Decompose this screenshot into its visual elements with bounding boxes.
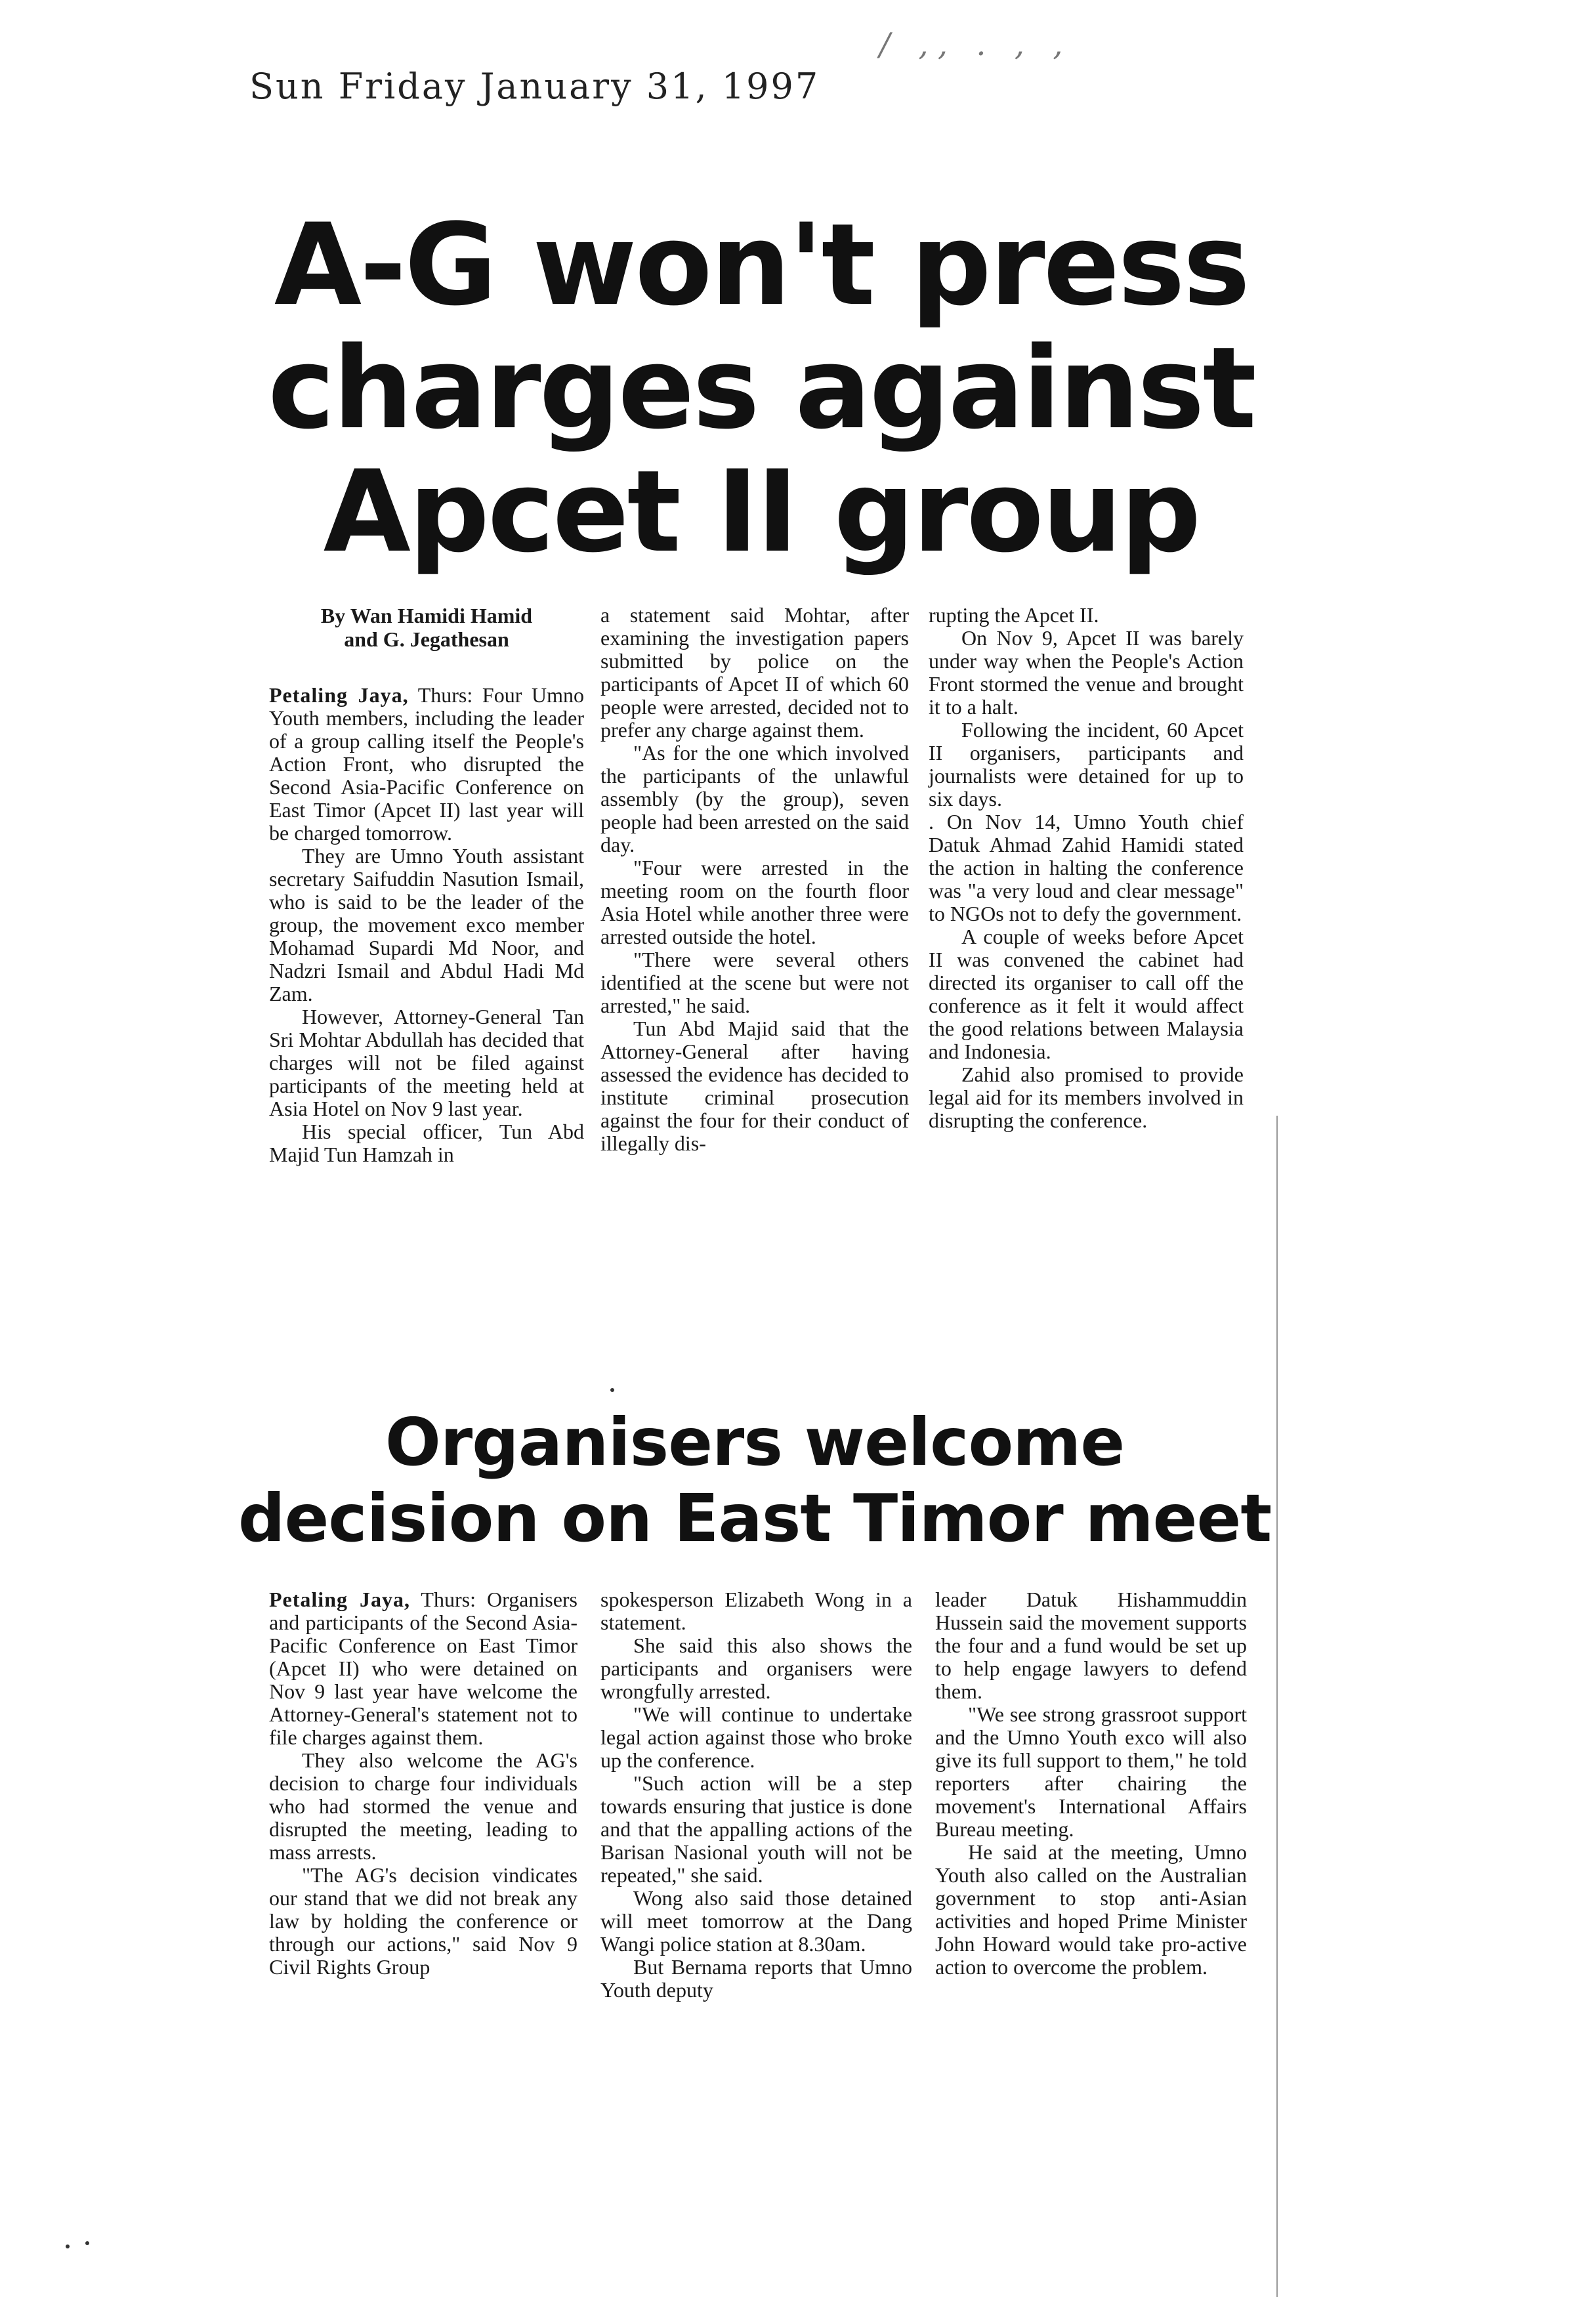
scan-speck bbox=[610, 1388, 614, 1392]
article1-column-3 bbox=[929, 604, 1244, 1132]
paragraph: "We will continue to undertake legal action against those who broke up the conference. bbox=[600, 1702, 912, 1772]
paragraph: "Such action will be a step towards ensuring that justice is done and that the appalling actions of the Barisan Nasional youth will not be repeated," she said. bbox=[600, 1771, 912, 1887]
paragraph: "The AG's decision vindicates our stand that we did not break any law by holding the conference or through our actions," said Nov 9 Civil Rights Group bbox=[269, 1863, 578, 1979]
paragraph bbox=[269, 1588, 578, 1749]
headline-line: charges against bbox=[268, 322, 1255, 454]
paragraph: "There were several others identified at the scene but were not arrested," he said. bbox=[600, 948, 909, 1017]
paragraph-text: Thurs: Organisers and participants of the Second Asia-Pacific Conference on East Timor (Apcet II) who were detained on Nov 9 last year have welcome the Attorney-General's statement not to file charges against them. bbox=[269, 1588, 578, 1749]
handwritten-annotation: / ,, . , , bbox=[879, 26, 1072, 63]
placeline: Petaling Jaya, bbox=[269, 1588, 410, 1611]
paragraph: On Nov 9, Apcet II was barely under way when the People's Action Front stormed the venue and brought it to a halt. bbox=[929, 626, 1244, 719]
paragraph: They are Umno Youth assistant secretary Saifuddin Nasution Ismail, who is said to be the leader of the group, the movement exco member Mohamad Supardi Md Noor, and Nadzri Ismail and Abdul Hadi Md Zam. bbox=[269, 844, 584, 1005]
dateline: Sun Friday January 31, 1997 bbox=[249, 66, 820, 107]
headline-line: A-G won't press bbox=[274, 199, 1249, 331]
paragraph: spokesperson Elizabeth Wong in a statement. bbox=[600, 1588, 912, 1634]
scan-edge-line bbox=[1276, 1116, 1278, 2297]
paragraph: "Four were arrested in the meeting room on the fourth floor Asia Hotel while another three were arrested outside the hotel. bbox=[600, 856, 909, 948]
article1-column-1 bbox=[269, 604, 584, 1166]
paragraph: Following the incident, 60 Apcet II organisers, participants and journalists were detained for up to six days. bbox=[929, 718, 1244, 811]
paragraph: He said at the meeting, Umno Youth also called on the Australian government to stop anti-Asian activities and hoped Prime Minister John Howard would take pro-active action to overcome the problem. bbox=[935, 1840, 1247, 1979]
article2-column-1 bbox=[269, 1588, 578, 1979]
paragraph: "As for the one which involved the participants of the unlawful assembly (by the group), seven people had been arrested on the said day. bbox=[600, 741, 909, 856]
byline bbox=[269, 604, 584, 651]
paragraph: A couple of weeks before Apcet II was convened the cabinet had directed its organiser to call off the conference as it felt it would affect the good relations between Malaysia and Indonesia. bbox=[929, 925, 1244, 1063]
paragraph: Zahid also promised to provide legal aid for its members involved in disrupting the conference. bbox=[929, 1063, 1244, 1132]
article2-column-3 bbox=[935, 1588, 1247, 1979]
article1-column-2 bbox=[600, 604, 909, 1155]
article2-headline bbox=[236, 1404, 1273, 1557]
paragraph bbox=[269, 684, 584, 845]
paragraph: She said this also shows the participants and organisers were wrongfully arrested. bbox=[600, 1633, 912, 1703]
paragraph: "We see strong grassroot support and the Umno Youth exco will also give its full support to them," he told reporters after chairing the movement's International Affairs Bureau meeting. bbox=[935, 1702, 1247, 1841]
byline-line: and G. Jegathesan bbox=[344, 627, 509, 651]
headline-line: decision on East Timor meet bbox=[238, 1480, 1272, 1557]
scan-speck bbox=[85, 2241, 89, 2245]
paragraph: rupting the Apcet II. bbox=[929, 603, 1099, 627]
paragraph: They also welcome the AG's decision to charge four individuals who had stormed the venue and disrupted the meeting, leading to mass arrests. bbox=[269, 1748, 578, 1864]
paragraph: However, Attorney-General Tan Sri Mohtar Abdullah has decided that charges will not be filed against participants of the meeting held at Asia Hotel on Nov 9 last year. bbox=[269, 1005, 584, 1120]
paragraph-text: Thurs: Four Umno Youth members, including the leader of a group calling itself the People's Action Front, who disrupted the Second Asia-Pacific Conference on East Timor (Apcet II) last year will be charged tomorrow. bbox=[269, 683, 585, 845]
paragraph: His special officer, Tun Abd Majid Tun Hamzah in bbox=[269, 1120, 584, 1166]
article2-column-2 bbox=[600, 1588, 912, 2002]
headline-line: Organisers welcome bbox=[385, 1404, 1125, 1481]
byline-line: By Wan Hamidi Hamid bbox=[320, 604, 533, 627]
scan-speck bbox=[66, 2244, 70, 2248]
paragraph: . On Nov 14, Umno Youth chief Datuk Ahmad Zahid Hamidi stated the action in halting the conference was "a very loud and clear message" to NGOs not to defy the government. bbox=[929, 810, 1244, 925]
article1-headline bbox=[249, 199, 1273, 578]
paragraph: a statement said Mohtar, after examining the investigation papers submitted by police on the participants of Apcet II of which 60 people were arrested, decided not to prefer any charge against them. bbox=[600, 603, 909, 742]
paragraph: Tun Abd Majid said that the Attorney-General after having assessed the evidence has decided to institute criminal prosecution against the four for their conduct of illegally dis- bbox=[600, 1017, 909, 1155]
paragraph: But Bernama reports that Umno Youth deputy bbox=[600, 1955, 912, 2002]
headline-line: Apcet II group bbox=[323, 446, 1200, 578]
paragraph: Wong also said those detained will meet tomorrow at the Dang Wangi police station at 8.30am. bbox=[600, 1886, 912, 1956]
paragraph: leader Datuk Hishammuddin Hussein said the movement supports the four and a fund would be set up to help engage lawyers to defend them. bbox=[935, 1588, 1247, 1703]
placeline: Petaling Jaya, bbox=[269, 683, 409, 707]
